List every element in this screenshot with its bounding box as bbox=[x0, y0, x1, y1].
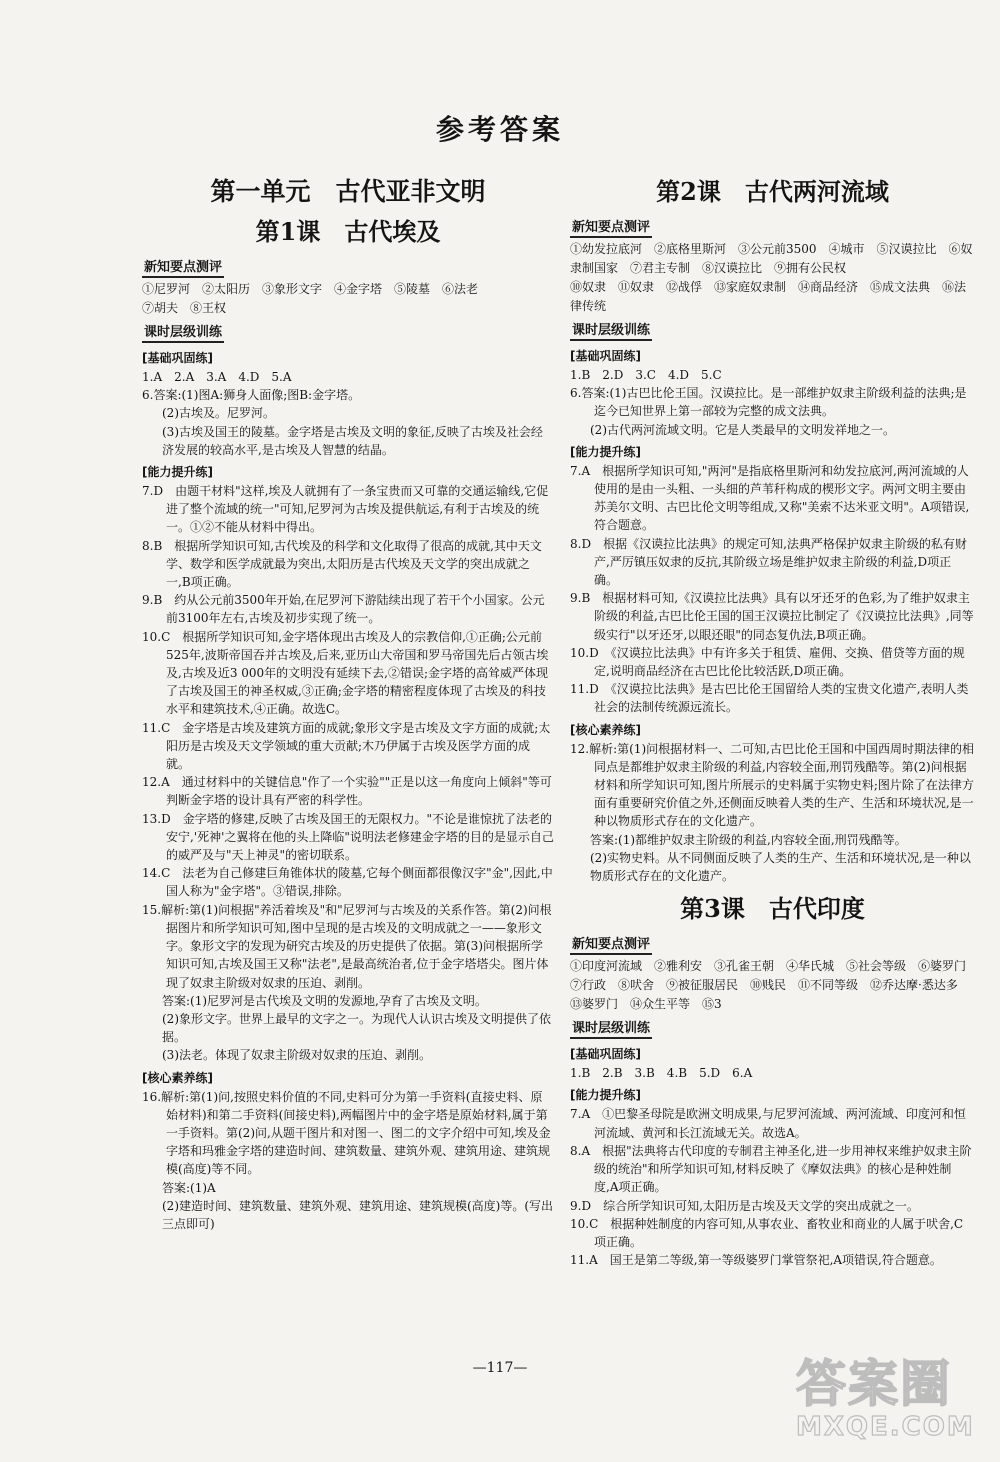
lesson-1-title: 第1课 古代埃及 bbox=[255, 217, 441, 246]
answer-line: 答案:(1)A bbox=[162, 1180, 216, 1195]
answer-line: (2)建造时间、建筑数量、建筑外观、建筑用途、建筑规模(高度)等。(写出三点即可) bbox=[162, 1198, 554, 1231]
unit-title: 第一单元 古代亚非文明 bbox=[210, 177, 486, 206]
answer-line: (2)古代两河流域文明。它是人类最早的文明发祥地之一。 bbox=[590, 422, 896, 437]
key-points-line: ①印度河流域 ②雅利安 ③孔雀王朝 ④华氏城 ⑤社会等级 ⑥婆罗门 ⑦行政 ⑧吠舍 ⑨被征服居民 ⑩贱民 ⑪不同等级 ⑫乔达摩·悉达多 ⑬婆罗门 ⑭众生平等 ⑮3 bbox=[570, 959, 979, 1012]
right-column bbox=[570, 168, 979, 1269]
answer-line: 答案:(1)都维护奴隶主阶级的利益,内容较全面,刑罚残酷等。 bbox=[590, 832, 907, 847]
answer-line: 7.A 根据所学知识可知,"两河"是指底格里斯河和幼发拉底河,两河流域的人使用的是由一头粗、一头细的芦苇秆构成的楔形文字。两河文明主要由苏美尔文明、古巴比伦文明等组成,又称"美索不达米亚文明"。A项错误,符合题意。 bbox=[570, 463, 970, 533]
core-practice-label: [核心素养练] bbox=[142, 1070, 213, 1085]
answer-line: 10.C 根据种姓制度的内容可知,从事农业、畜牧业和商业的人属于吠舍,C项正确。 bbox=[570, 1216, 964, 1249]
answer-line: 12.解析:第(1)问根据材料一、二可知,古巴比伦王国和中国西周时期法律的相同点是都维护奴隶主阶级的利益,内容较全面,刑罚残酷等。第(2)问根据材料和所学知识可知,图片所展示的史料属于实物史料;图片除了在法律方面有重要研究价值之外,还侧面反映着人类的生产、生活和环境状况,是一种以物质形式存在的文化遗产。 bbox=[570, 741, 974, 829]
answer-line: 8.A 根据"法典将古代印度的专制君主神圣化,进一步用神权来维护奴隶主阶级的统治"和所学知识可知,材料反映了《摩奴法典》的核心是种姓制度,A项正确。 bbox=[570, 1143, 972, 1195]
answer-line: 11.A 国王是第二等级,第一等级婆罗门掌管祭祀,A项错误,符合题意。 bbox=[570, 1253, 942, 1268]
ability-practice-label: [能力提升练] bbox=[142, 465, 213, 480]
key-points-line: ⑩奴隶 ⑪奴隶 ⑫战俘 ⑬家庭奴隶制 ⑭商品经济 ⑮成文法典 ⑯法律传统 bbox=[570, 280, 967, 313]
key-points-line: ①幼发拉底河 ②底格里斯河 ③公元前3500 ④城市 ⑤汉谟拉比 ⑥奴隶制国家 ⑦君主专制 ⑧汉谟拉比 ⑨拥有公民权 bbox=[570, 242, 973, 275]
core-practice-label: [核心素养练] bbox=[570, 722, 641, 737]
answer-line: 1.B 2.D 3.C 4.D 5.C bbox=[570, 368, 722, 382]
key-points-list bbox=[142, 280, 554, 318]
answer-line: 9.B 约从公元前3500年开始,在尼罗河下游陆续出现了若干个小国家。公元前3100年左右,古埃及初步实现了统一。 bbox=[142, 593, 545, 626]
page-number: —117— bbox=[472, 1360, 528, 1376]
section-lesson-training: 课时层级训练 bbox=[570, 1017, 652, 1039]
answer-line: 8.B 根据所学知识可知,古代埃及的科学和文化取得了很高的成就,其中天文学、数学和医学成就最为突出,太阳历是古代埃及天文学的突出成就之一,B项正确。 bbox=[142, 538, 542, 590]
answer-line: 13.D 金字塔的修建,反映了古埃及国王的无限权力。"不论是谁惊扰了法老的安宁,'死神'之翼将在他的头上降临"说明法老修建金字塔的目的是显示自己的威严及与"天上神灵"的密切联系。 bbox=[142, 811, 554, 863]
basic-practice-label: [基础巩固练] bbox=[142, 351, 213, 365]
section-lesson-training: 课时层级训练 bbox=[570, 319, 652, 341]
lesson-3-title: 第3课 古代印度 bbox=[680, 894, 865, 924]
watermark-logo bbox=[796, 1356, 986, 1448]
section-new-knowledge: 新知要点测评 bbox=[570, 933, 652, 955]
answer-line: (2)实物史料。从不同侧面反映了人类的生产、生活和环境状况,是一种以物质形式存在的文化遗产。 bbox=[590, 850, 971, 884]
answer-line: 10.C 根据所学知识可知,金字塔体现出古埃及人的宗教信仰,①正确;公元前525年,波斯帝国吞并古埃及,后来,亚历山大帝国和罗马帝国先后占领古埃及,古埃及近3 000年的文明没有延续下去,②错误;金字塔的高耸威严体现了古埃及国王的神圣权威,③正确;金字塔的精密程度体现了古埃及的科技水平和建筑技术,④正确。故选C。 bbox=[142, 629, 549, 717]
key-points-line: ①尼罗河 ②太阳历 ③象形文字 ④金字塔 ⑤陵墓 ⑥法老 bbox=[142, 282, 479, 296]
answer-line: 9.B 根据材料可知,《汉谟拉比法典》具有以牙还牙的色彩,为了维护奴隶主阶级的利益,古巴比伦王国的国王汉谟拉比制定了《汉谟拉比法典》,同等级实行"以牙还牙,以眼还眼"的同态复仇法,B项正确。 bbox=[570, 591, 974, 642]
watermark-logo-text: 答案圈 bbox=[796, 1355, 952, 1413]
section-new-knowledge: 新知要点测评 bbox=[142, 256, 224, 278]
answer-line: 7.A ①巴黎圣母院是欧洲文明成果,与尼罗河流域、两河流域、印度河和恒河流域、黄河和长江流域无关。故选A。 bbox=[570, 1107, 966, 1140]
answer-line: 14.C 法老为自己修建巨角锥体状的陵墓,它每个侧面都很像汉字"金",因此,中国人称为"金字塔"。③错误,排除。 bbox=[142, 866, 553, 899]
answer-line: 8.D 根据《汉谟拉比法典》的规定可知,法典严格保护奴隶主阶级的私有财产,严厉镇压奴隶的反抗,其阶级立场是维护奴隶主阶级的利益,D项正确。 bbox=[570, 536, 967, 588]
answer-line: 答案:(1)尼罗河是古代埃及文明的发源地,孕育了古埃及文明。 bbox=[162, 993, 487, 1008]
answer-line: 6.答案:(1)图A:狮身人面像;图B:金字塔。 bbox=[142, 388, 361, 403]
section-new-knowledge: 新知要点测评 bbox=[570, 216, 652, 238]
answer-line: 9.D 综合所学知识可知,太阳历是古埃及天文学的突出成就之一。 bbox=[570, 1198, 919, 1213]
basic-practice-label: [基础巩固练] bbox=[570, 349, 641, 363]
answer-line: (3)古埃及国王的陵墓。金字塔是古埃及文明的象征,反映了古埃及社会经济发展的较高水平,是古埃及人智慧的结晶。 bbox=[162, 424, 543, 457]
watermark-url: MXQE.COM bbox=[796, 1412, 975, 1442]
answer-line: 15.解析:第(1)问根据"养活着埃及"和"尼罗河与古埃及的关系作答。第(2)问根据图片和所学知识可知,图中呈现的是古埃及的文明成就之一——象形文字。象形文字的发现为研究古埃及的历史提供了依据。第(3)问根据所学知识可知,古埃及国王又称"法老",是最高统治者,位于金字塔塔尖。图片体现了奴隶主阶级对奴隶的压迫、剥削。 bbox=[142, 902, 552, 990]
ability-practice-label: [能力提升练] bbox=[570, 444, 641, 459]
answer-line: (2)古埃及。尼罗河。 bbox=[162, 406, 275, 421]
answer-line: 11.D 《汉谟拉比法典》是古巴比伦王国留给人类的宝贵文化遗产,表明人类社会的法制传统源远流长。 bbox=[570, 682, 969, 715]
page-title: 参考答案 bbox=[435, 113, 564, 146]
section-lesson-training: 课时层级训练 bbox=[142, 321, 224, 343]
answer-line: 16.解析:第(1)问,按照史料价值的不同,史料可分为第一手资料(直接史料、原始材料)和第二手资料(间接史料),两幅图片中的金字塔是原始材料,属于第一手资料。第(2)问,从题干图片和对图一、图二的文字介绍中可知,埃及金字塔和玛雅金字塔的建造时间、建筑数量、建筑外观、建筑用途、建筑规模(高度)等不同。 bbox=[142, 1089, 551, 1177]
basic-practice-label: [基础巩固练] bbox=[570, 1047, 641, 1062]
answer-line: (3)法老。体现了奴隶主阶级对奴隶的压迫、剥削。 bbox=[162, 1048, 431, 1063]
answer-line: 11.C 金字塔是古埃及建筑方面的成就;象形文字是古埃及文字方面的成就;太阳历是古埃及天文学领域的重大贡献;木乃伊属于古埃及医学方面的成就。 bbox=[142, 720, 551, 772]
answer-line: 6.答案:(1)古巴比伦王国。汉谟拉比。是一部维护奴隶主阶级利益的法典;是迄今已知世界上第一部较为完整的成文法典。 bbox=[570, 386, 967, 419]
key-points-line: ⑦胡夫 ⑧王权 bbox=[142, 301, 227, 315]
ability-practice-label: [能力提升练] bbox=[570, 1088, 641, 1103]
answer-line: 10.D 《汉谟拉比法典》中有许多关于租赁、雇佣、交换、借贷等方面的规定,说明商品经济在古巴比伦比较活跃,D项正确。 bbox=[570, 645, 965, 679]
answer-line: 12.A 通过材料中的关键信息"作了一个实验""正是以这一角度向上倾斜"等可判断金字塔的设计具有严密的科学性。 bbox=[142, 775, 552, 808]
answer-line: 1.A 2.A 3.A 4.D 5.A bbox=[142, 370, 292, 384]
answer-line: 7.D 由题干材料"这样,埃及人就拥有了一条宝贵而又可靠的交通运输线,它促进了整个流域的统一"可知,尼罗河为古埃及提供航运,有利于古埃及的统一。①②不能从材料中得出。 bbox=[142, 484, 549, 535]
lesson-2-title: 第2课 古代两河流域 bbox=[656, 177, 889, 206]
left-column bbox=[142, 170, 554, 1233]
answer-line: (2)象形文字。世界上最早的文字之一。为现代人认识古埃及文明提供了依据。 bbox=[162, 1011, 552, 1045]
answer-line: 1.B 2.B 3.B 4.B 5.D 6.A bbox=[570, 1066, 753, 1081]
